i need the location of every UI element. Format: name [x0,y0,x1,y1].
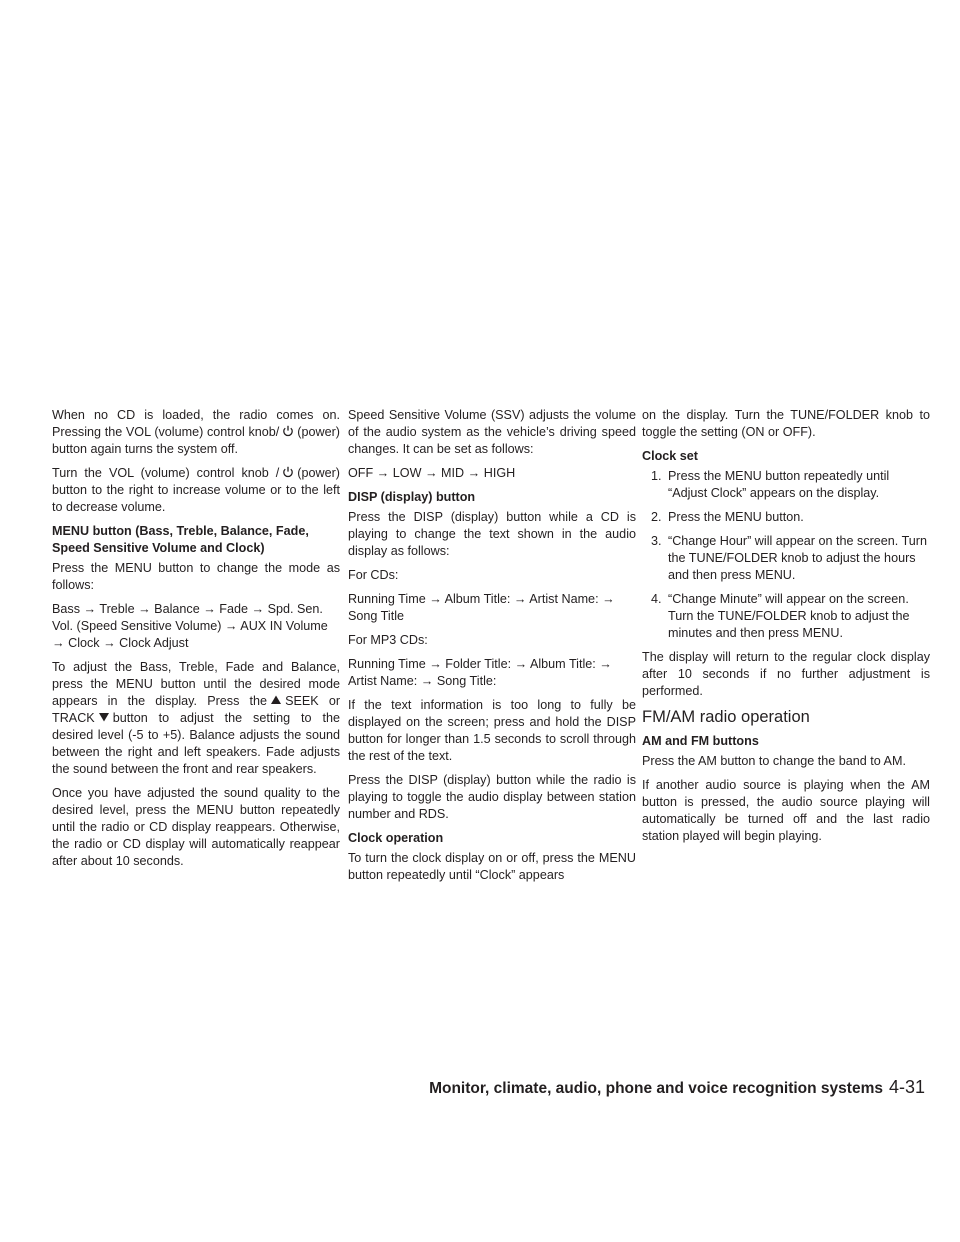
list-item: 4. “Change Minute” will appear on the screen. Turn the TUNE/FOLDER knob to adjust the minutes and then press MENU. [651,592,910,640]
triangle-up-icon [270,694,282,706]
paragraph-am-band: Press the AM button to change the band to AM. [642,754,906,768]
paragraph-other-source: If another audio source is playing when the AM button is pressed, the audio source playing will automatically be turned off and the last radio station played will begin playing. [642,778,930,843]
paragraph-adjust: To adjust the Bass, Treble, Fade and Balance, press the MENU button until the desired mode appears in the display. Press the SEEK or TRACK button to adjust the setting to the desired level (-5 to +5). Balance adjusts the sound between the right and left speakers. Fade adjusts the sound between the front and rear speakers. [52,660,341,776]
page-number: 4-31 [888,1077,925,1097]
heading-clock-operation: Clock operation [348,831,444,845]
heading-disp-button: DISP (display) button [348,490,476,504]
heading-am-fm-buttons: AM and FM buttons [642,734,759,748]
paragraph-for-cds: For CDs: [348,568,399,582]
list-item: 1. Press the MENU button repeatedly until “Adjust Clock” appears on the display. [651,469,890,500]
paragraph-long-text: If the text information is too long to fully be displayed on the screen; press and hold the DISP button for longer than 1.5 seconds to scroll through the rest of the text. [348,698,636,763]
heading-fm-am-operation: FM/AM radio operation [642,708,810,726]
column-left [52,407,340,877]
paragraph-after-adjust: Once you have adjusted the sound quality to the desired level, press the MENU button repeatedly until the radio or CD display reappears. Otherwise, the radio or CD display will automatically reappear after about 10 seconds. [52,786,340,868]
list-item: 3. “Change Hour” will appear on the screen. Turn the TUNE/FOLDER knob to adjust the hours and then press MENU. [651,534,928,582]
paragraph-clock-toggle: To turn the clock display on or off, press the MENU button repeatedly until “Clock” appears [348,851,636,882]
paragraph-mp3-sequence: Running Time → Folder Title: → Album Title: → Artist Name: → Song Title: [348,657,612,688]
heading-clock-set: Clock set [642,449,698,463]
paragraph-radio-on: When no CD is loaded, the radio comes on. Pressing the VOL (volume) control knob/ (power) button again turns the system off. [52,408,340,456]
triangle-down-icon [98,711,110,723]
page-footer [425,1077,925,1098]
paragraph-ssv-sequence: OFF → LOW → MID → HIGH [348,466,516,480]
list-item: 2. Press the MENU button. [651,510,804,524]
paragraph-disp-intro: Press the DISP (display) button while a CD is playing to change the text shown in the audio display as follows: [348,510,636,558]
footer-section-title: Monitor, climate, audio, phone and voice recognition systems [429,1080,883,1097]
paragraph-for-mp3: For MP3 CDs: [348,633,428,647]
paragraph-ssv: Speed Sensitive Volume (SSV) adjusts the volume of the audio system as the vehicle’s driving speed changes. It can be set as follows: [348,408,636,456]
paragraph-menu-sequence: Bass → Treble → Balance → Fade → Spd. Sen. Vol. (Speed Sensitive Volume) → AUX IN Volume → Clock → Clock Adjust [52,602,328,650]
paragraph-clock-toggle-cont: on the display. Turn the TUNE/FOLDER knob to toggle the setting (ON or OFF). [642,408,930,439]
power-icon [282,425,294,437]
paragraph-cd-sequence: Running Time → Album Title: → Artist Name: → Song Title [348,592,615,623]
paragraph-menu-intro: Press the MENU button to change the mode as follows: [52,561,340,592]
paragraph-radio-disp: Press the DISP (display) button while the radio is playing to toggle the audio display between station number and RDS. [348,773,636,821]
paragraph-clock-return: The display will return to the regular clock display after 10 seconds if no further adjustment is performed. [642,650,930,698]
column-right [642,407,930,852]
paragraph-volume: Turn the VOL (volume) control knob / (power) button to the right to increase volume or to the left to decrease volume. [52,466,340,514]
power-icon [282,466,294,478]
column-middle [348,407,636,891]
clock-set-steps [642,468,930,642]
heading-menu-button: MENU button (Bass, Treble, Balance, Fade, Speed Sensitive Volume and Clock) [52,524,309,555]
